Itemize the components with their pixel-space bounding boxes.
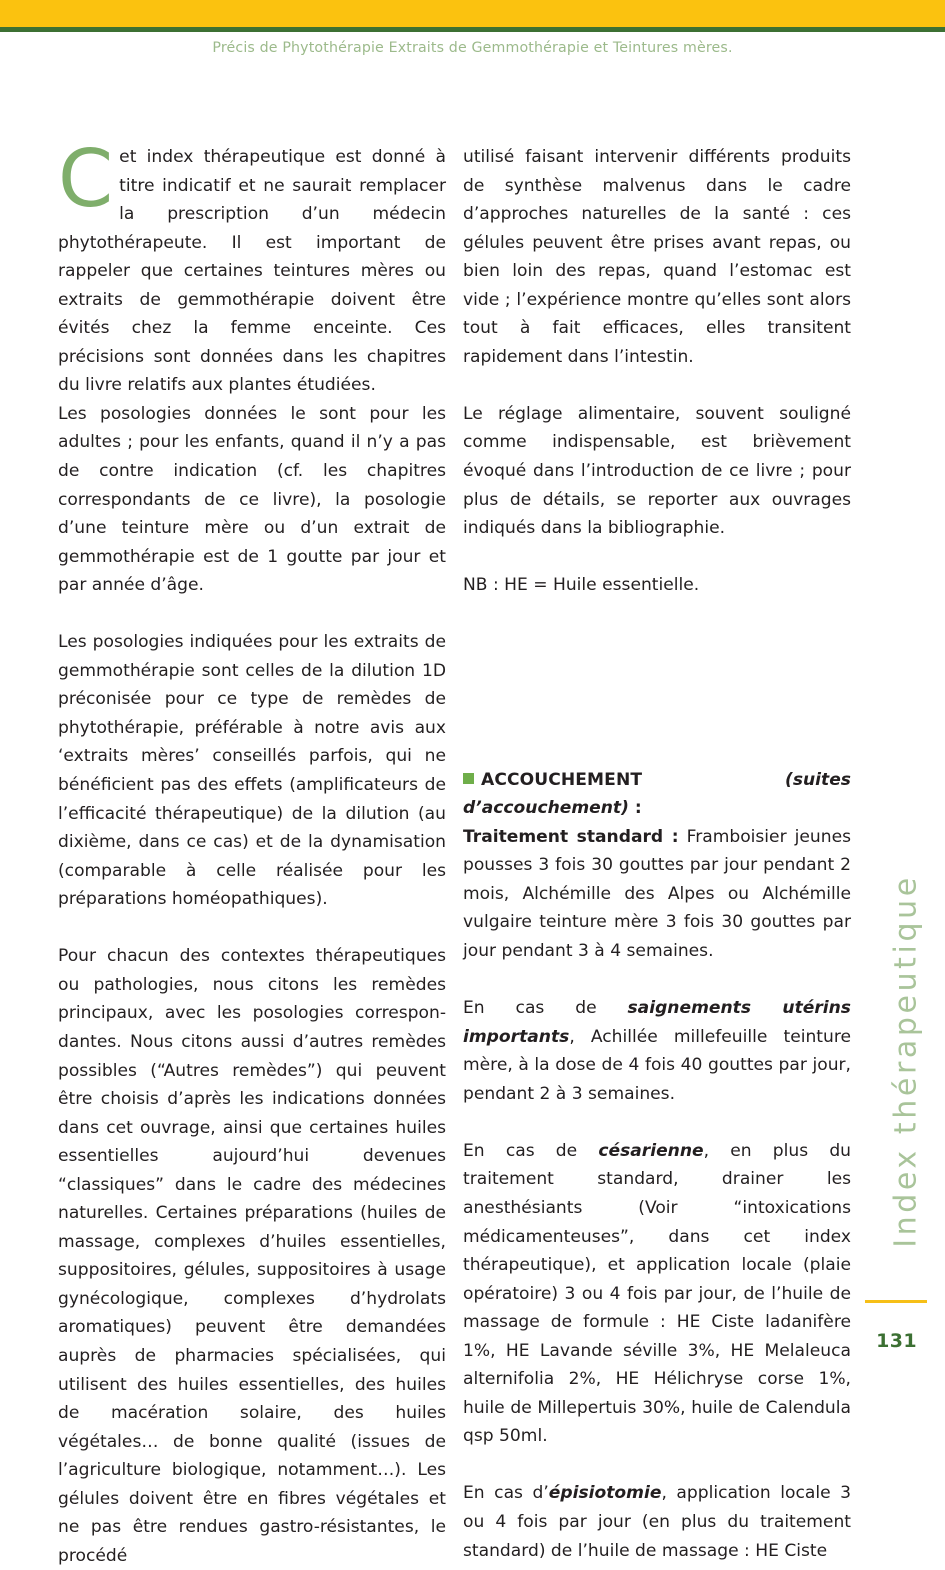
entry-subtitle: (suites d’accouchement) [463,769,851,819]
case-saignements-lead: En cas de [463,998,628,1019]
case-cesarienne-text: , en plus du traitement standard, drainer les anesthésiants (Voir “intoxications médicamenteuses”, dans cet index thérapeutique), et application locale (plaie opératoire) 3 ou 4 fois par jour, de l’huile de massage de formule : HE Ciste ladanifère 1%, HE Lavande séville 3%, HE Melaleuca alternifolia 2%, HE Hélichryse corse 1%, huile de Millepertuis 30%, huile de Calendula qsp 50ml. [463,1140,851,1447]
case-cesarienne-lead: En cas de [463,1140,599,1161]
section-side-tab [883,826,929,1296]
dilution-paragraph: Les posologies indiquées pour les extraits de gemmothérapie sont celles de la dilution 1D préconisée pour ce type de remèdes de phytothérapie, préférable à notre avis aux ‘extraits mères’ conseillés parfois, qui ne bénéficient pas des effets (amplificateurs de l’efficacité thérapeutique) de la dilution (au dixième, dans ce cas) et de la dynamisation (comparable à celle réalisée pour les préparations homéopathiques). [58,632,446,910]
entry-title: ACCOUCHEMENT [481,769,643,790]
case-episiotomie-text: , application locale 3 ou 4 fois par jour (en plus du traitement standard) de l’huile de massage : HE Ciste [463,1483,851,1561]
case-saignements [463,994,851,1108]
entry-title-colon: : [628,798,642,819]
nb-paragraph: NB : HE = Huile essentielle. [463,575,700,596]
header-green-rule [0,27,945,32]
page-number: 131 [876,1330,917,1352]
section-side-tab-label: Index thérapeutique [888,874,924,1248]
page-body [58,133,851,1566]
case-episiotomie-lead: En cas d’ [463,1483,549,1504]
intro-paragraph-text: et index thérapeutique est donné à titre indicatif et ne saurait remplacer la prescription d’un médecin phytothérapeute. Il est important de rappeler que certaines teintures mères ou extraits de gemmothérapie doivent être évités chez la femme enceinte. Ces précisions sont données dans les chapitres du livre relatifs aux plantes étudiées. [58,147,446,396]
column-spacer [463,600,851,766]
standard-treatment-text: Framboisier jeunes pousses 3 fois 30 gouttes par jour pendant 2 mois, Alchémille des Alpes ou Alchémille vulgaire teinture mère 3 fois 30 gouttes par jour pendant 3 à 4 semaines. [463,826,851,962]
case-saignements-text: , Achillée millefeuille teinture mère, à la dose de 4 fois 40 gouttes par jour, pendant 2 à 3 semaines. [463,1026,851,1104]
right-column [463,143,851,1565]
context-paragraph: Pour chacun des contextes thérapeutiques ou pathologies, nous citons les remèdes principaux, avec les posologies correspon-dantes. Nous citons aussi d’autres remèdes possibles (“Autres remèdes”) qui peuvent être choisis d’après les indications données dans cet ouvrage, ainsi que certaines huiles essentielles aujourd’hui devenues “classiques” dans le cadre des médecines naturelles. Certaines préparations (huiles de massage, complexes d’huiles essentielles, suppositoires, gélules, suppositoires à usage gynécologique, complexes d’hydrolats aromatiques) peuvent être demandées auprès de pharmacies spécialisées, qui utilisent des huiles essentielles, des huiles de macération solaire, des huiles végétales… de bonne qualité (issues de l’agriculture biologique, notamment…). Les gélules doivent être en fibres végétales et ne pas être rendues gastro-résistantes, le procédé [58,946,446,1566]
diet-paragraph: Le réglage alimentaire, souvent souligné comme indispensable, est brièvement évoqué dans l’introduction de ce livre ; pour plus de détails, se reporter aux ouvrages indiqués dans la bibliographie. [463,403,851,539]
entry-bullet-icon [463,773,474,784]
case-cesarienne-term: césarienne [598,1140,704,1161]
intro-paragraph [58,133,446,400]
left-column [58,133,446,1570]
posology-paragraph: Les posologies données le sont pour les adultes ; pour les enfants, quand il n’y a pas de contre indication (cf. les chapitres correspondants de ce livre), la posologie d’une teinture mère ou d’un extrait de gemmothérapie est de 1 goutte par jour et par année d’âge. [58,403,446,596]
entry-accouchement [463,766,851,966]
case-episiotomie-term: épisiotomie [548,1483,662,1504]
case-cesarienne [463,1137,851,1451]
running-head: Précis de Phytothérapie Extraits de Gemmothérapie et Teintures mères. [212,40,733,56]
side-tab-rule [865,1300,927,1303]
case-episiotomie [463,1479,851,1565]
case-saignements-term: saignements utérins importants [463,998,851,1047]
drop-cap-letter: C [58,133,114,225]
header-color-band [0,0,945,27]
standard-treatment-label: Traitement standard : [463,826,679,847]
capsules-paragraph: utilisé faisant intervenir différents produits de synthèse malvenus dans le cadre d’approches naturelles de la santé : ces gélules peuvent être prises avant repas, ou bien loin des repas, quand l’estomac est vide ; l’expérience montre qu’elles sont alors tout à fait efficaces, elles transitent rapidement dans l’intestin. [463,147,851,367]
